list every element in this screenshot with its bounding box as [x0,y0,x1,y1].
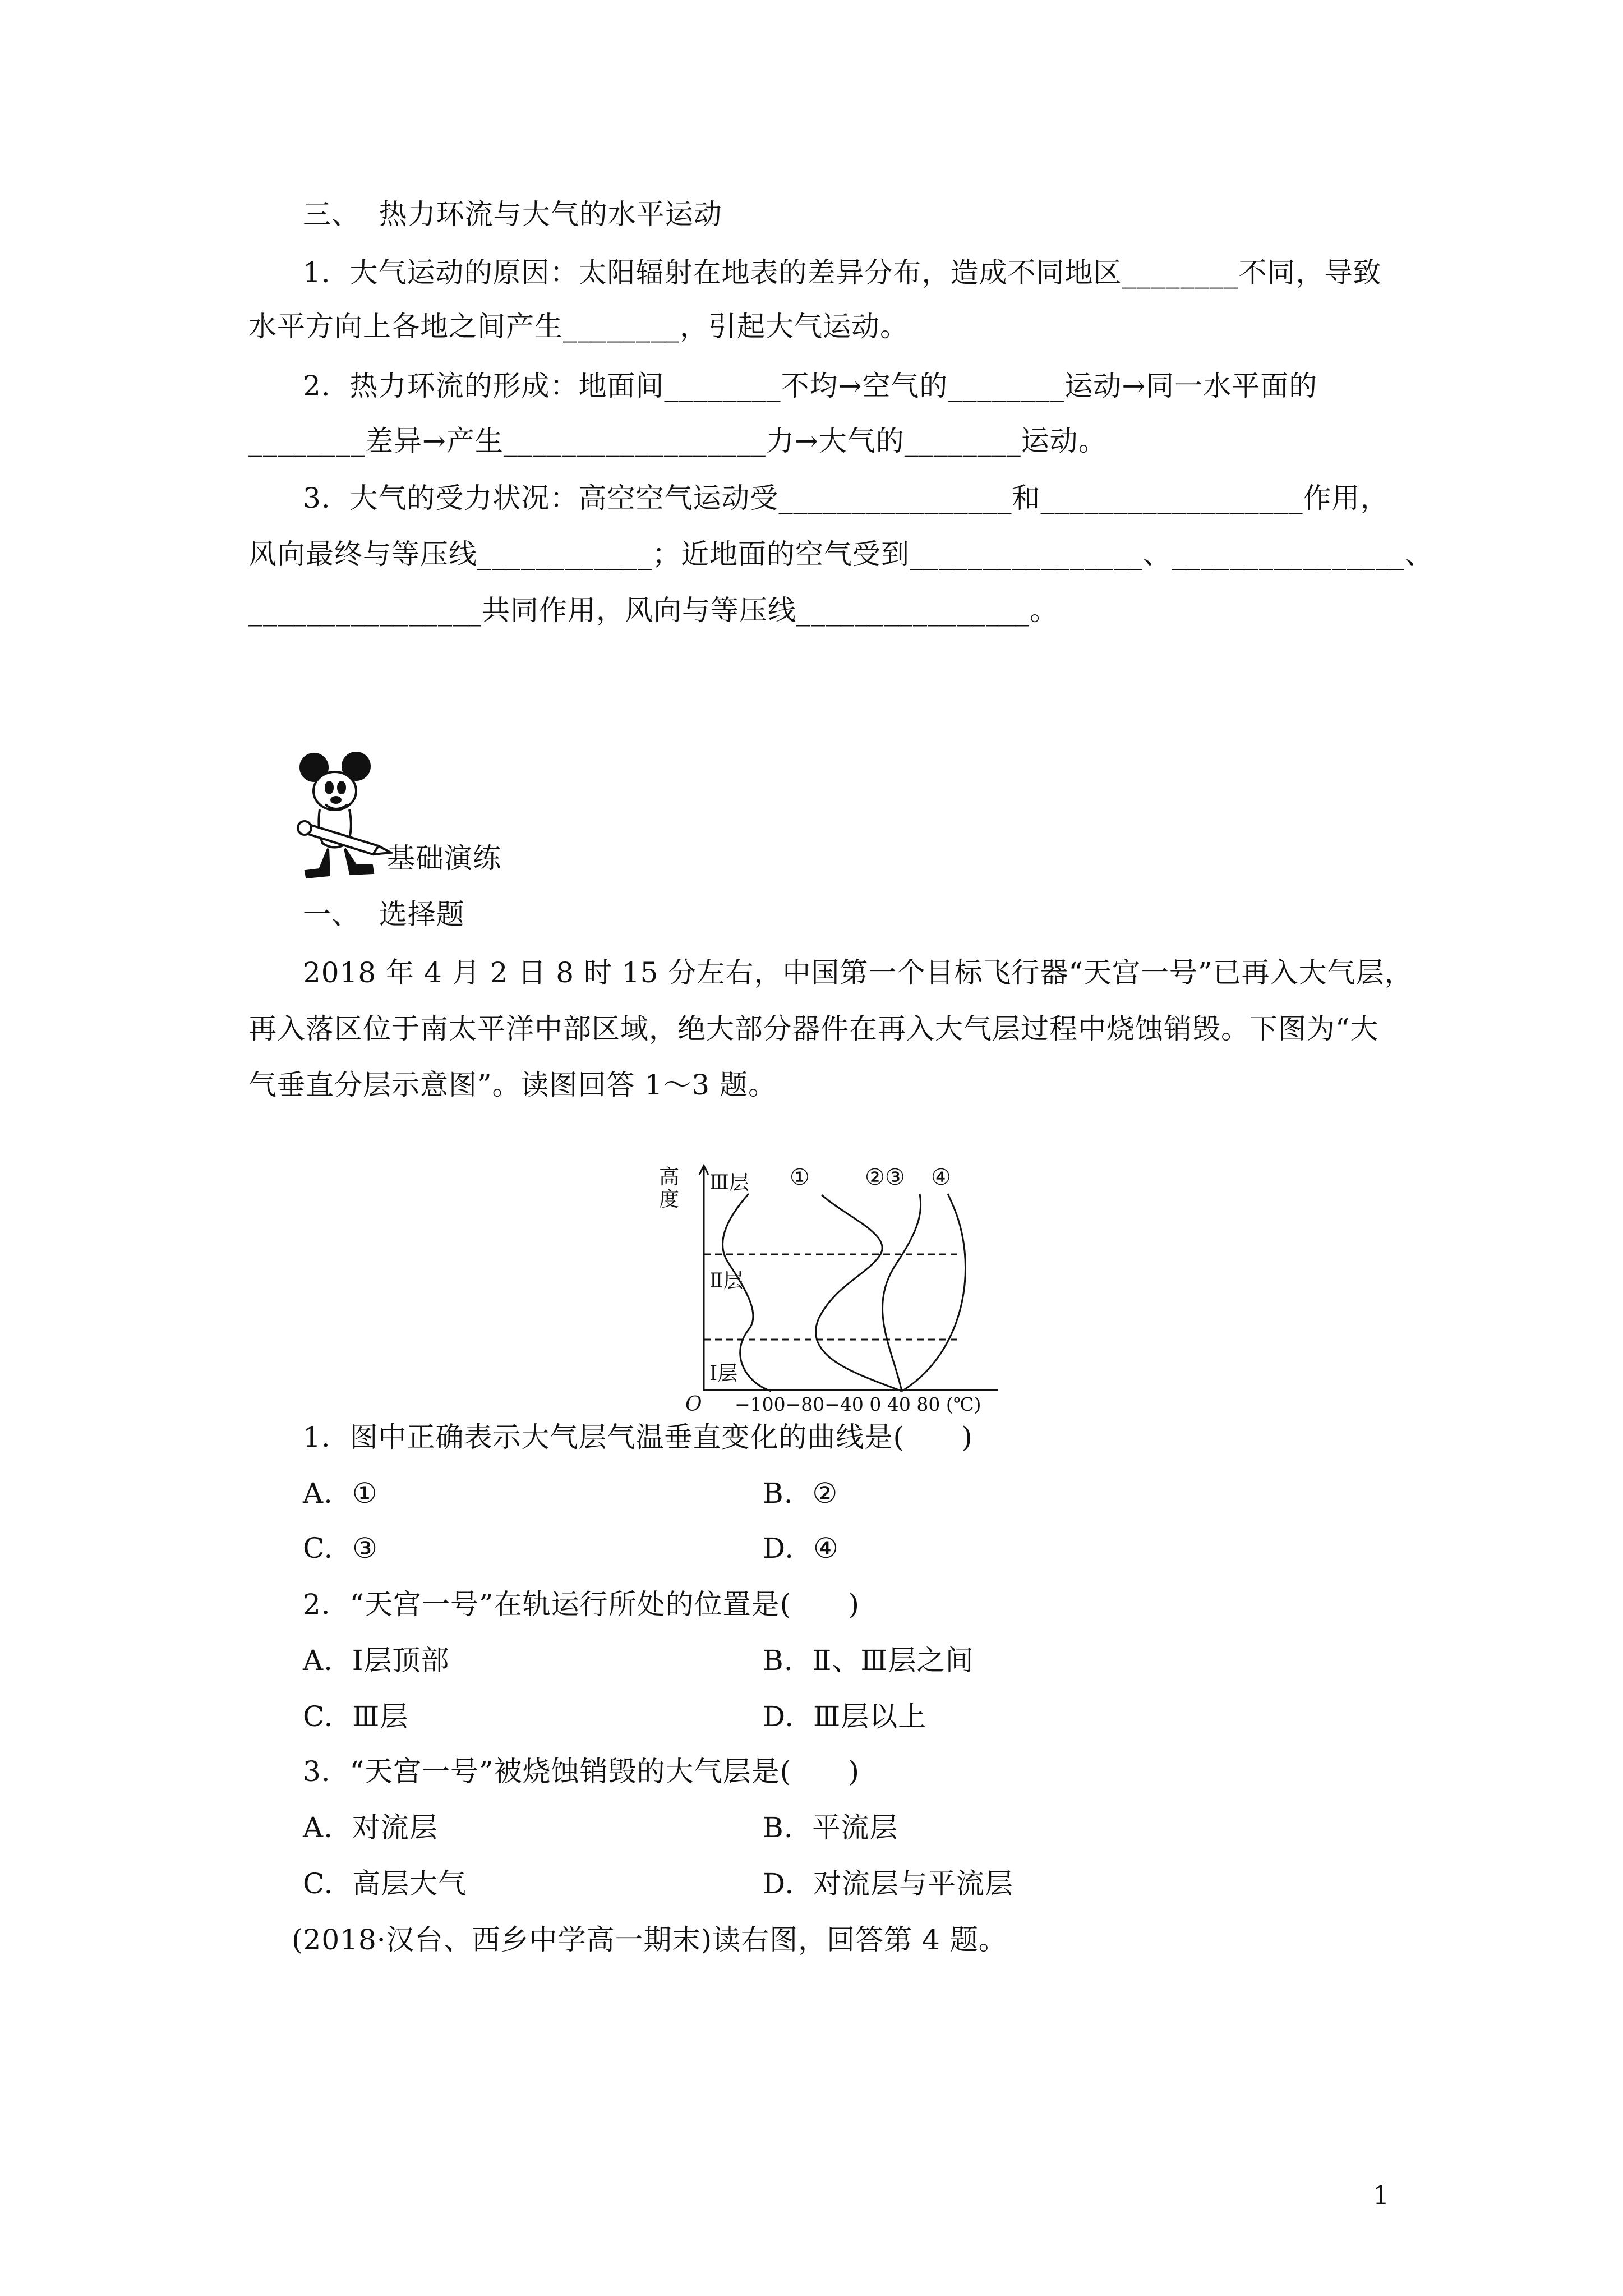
mascot-icon [294,751,393,880]
question-stem: 1. 图中正确表示大气层气温垂直变化的曲线是( ) [303,1421,973,1453]
question-stem: 2. “天宫一号”在轨运行所处的位置是( ) [303,1588,860,1621]
option-d[interactable]: D. Ⅲ层以上 [763,1700,927,1733]
option-d[interactable]: D. 对流层与平流层 [763,1867,1013,1900]
layer-label: Ⅲ层 [709,1171,749,1194]
layer-label: Ⅰ层 [709,1362,738,1385]
question-line: 风向最终与等压线____________；近地面的空气受到________________、________________、 [248,538,1433,570]
curve-3 [883,1194,921,1391]
curve-label: ②③ [865,1165,905,1190]
option-a[interactable]: A. ① [303,1477,378,1510]
option-a[interactable]: A. Ⅰ层顶部 [303,1644,450,1677]
intro-line: 气垂直分层示意图”。读图回答 1～3 题。 [248,1069,777,1101]
option-b[interactable]: B. 平流层 [763,1811,898,1844]
option-b[interactable]: B. ② [763,1477,838,1510]
section-heading: 三、 热力环流与大气的水平运动 [303,198,722,231]
intro-line: 再入落区位于南太平洋中部区域，绝大部分器件在再入大气层过程中烧蚀销毁。下图为“大 [248,1013,1379,1045]
intro-line: 2018 年 4 月 2 日 8 时 15 分左右，中国第一个目标飞行器“天宫一号”已再入大气层， [303,956,1413,989]
question-line: 1. 大气运动的原因：太阳辐射在地表的差异分布，造成不同地区________不同，导致 [303,256,1382,289]
page-number: 1 [1373,2180,1390,2210]
question-line: 3. 大气的受力状况：高空空气运动受________________和__________________作用， [303,482,1389,514]
y-label: 度 [659,1188,680,1211]
curve-label: ① [790,1165,810,1190]
option-c[interactable]: C. 高层大气 [303,1867,467,1900]
question-intro: (2018·汉台、西乡中学高一期末)读右图，回答第 4 题。 [292,1924,1007,1956]
option-c[interactable]: C. ③ [303,1532,378,1565]
layer-label: Ⅱ层 [709,1269,744,1292]
option-a[interactable]: A. 对流层 [303,1811,438,1844]
question-line: 2. 热力环流的形成：地面间________不均→空气的________运动→同一水平面的 [303,370,1318,402]
question-line: 水平方向上各地之间产生________，引起大气运动。 [248,310,909,343]
x-tick-labels: −100−80−40 0 40 80 (℃) [735,1393,981,1414]
curve-4 [902,1194,966,1391]
curve-label: ④ [931,1165,951,1190]
question-line: ________________共同作用，风向与等压线________________。 [248,594,1058,627]
option-c[interactable]: C. Ⅲ层 [303,1700,409,1733]
practice-title: 基础演练 [387,842,501,875]
option-d[interactable]: D. ④ [763,1532,839,1565]
y-label: 高 [659,1166,680,1189]
option-b[interactable]: B. Ⅱ、Ⅲ层之间 [763,1644,974,1677]
part-heading: 一、 选择题 [303,898,465,931]
curve-2 [816,1195,902,1391]
origin-label: O [685,1393,702,1414]
question-stem: 3. “天宫一号”被烧蚀销毁的大气层是( ) [303,1755,860,1788]
atmosphere-layer-diagram [656,1161,1038,1414]
question-line: ________差异→产生__________________力→大气的________运动。 [248,425,1107,457]
